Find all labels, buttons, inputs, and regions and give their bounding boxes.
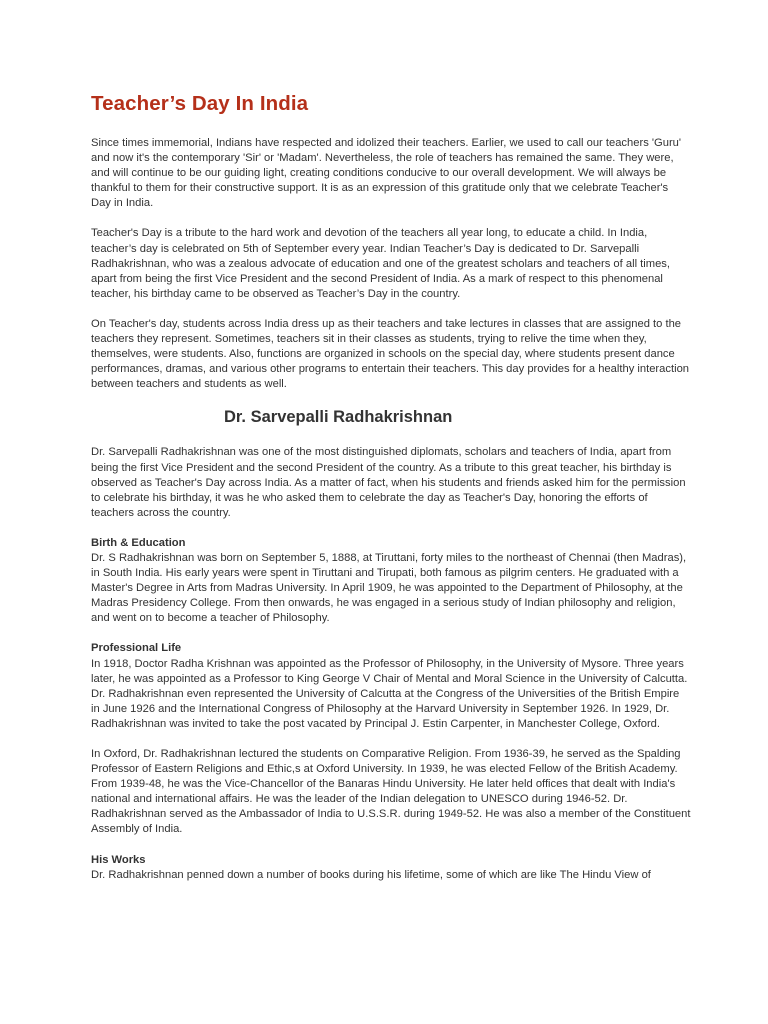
oxford-paragraph: In Oxford, Dr. Radhakrishnan lectured the students on Comparative Religion. From 1936-39, he served as the Spalding Professor of Eastern Religions and Ethic,s at Oxford University. In 1939, he was elected Fellow of the British Academy. From 1939-48, he was the Vice-Chancellor of the Banaras Hindu University. He later held offices that dealt with India's national and international affairs. He was the leader of the Indian delegation to UNESCO during 1946-52. Dr. Radhakrishnan served as the Ambassador of India to U.S.S.R. during 1949-52. He was also a member of the Constituent Assembly of India.: [91, 748, 691, 836]
intro-paragraph: On Teacher's day, students across India dress up as their teachers and take lectures in classes that are assigned to the teachers they represent. Sometimes, teachers sit in their classes as students, trying to relive the time when they, themselves, were students. Also, functions are organized in schools on the special day, where students present dance performances, dramas, and various other programs to entertain their teachers. This day provides for a healthy interaction between teachers and students as well.: [91, 317, 690, 391]
section-title: Dr. Sarvepalli Radhakrishnan: [224, 408, 453, 427]
intro-paragraph: Since times immemorial, Indians have respected and idolized their teachers. Earlier, we used to call our teachers 'Guru' and now it's the contemporary 'Sir' or 'Madam'. Nevertheless, the role of teachers has remained the same. They were, and will continue to be our guiding light, creating conditions conducive to our overall development. We will always be thankful to them for their constructive support. It is as an expression of this gratitude only that we celebrate Teacher's Day in India.: [91, 137, 682, 210]
birth-education-block: [91, 536, 691, 627]
his-works-block: [91, 853, 691, 883]
professional-life-heading: Professional Life: [91, 642, 182, 655]
section-intro-paragraph: Dr. Sarvepalli Radhakrishnan was one of the most distinguished diplomats, scholars and teachers of India, apart from being the first Vice President and the second President of the country. As a tribute to this great teacher, his birthday is observed as Teacher's Day across India. As a matter of fact, when his students and friends asked him for the permission to celebrate his birthday, it was he who asked them to celebrate the day as Teacher's Day, honoring the efforts of teachers across the country.: [91, 446, 686, 519]
his-works-text: Dr. Radhakrishnan penned down a number of books during his lifetime, some of which are like The Hindu View of: [91, 868, 651, 881]
professional-life-text: In 1918, Doctor Radha Krishnan was appointed as the Professor of Philosophy, in the University of Mysore. Three years later, he was appointed as a Professor to King George V Chair of Mental and Moral Science in the University of Calcutta. Dr. Radhakrishnan even represented the University of Calcutta at the Congress of the Universities of the British Empire in June 1926 and the International Congress of Philosophy at the Harvard University in September 1926. In 1929, Dr. Radhakrishnan was invited to take the post vacated by Principal J. Estin Carpenter, in Manchester College, Oxford.: [91, 657, 688, 730]
birth-education-heading: Birth & Education: [91, 536, 186, 549]
intro-paragraph: Teacher's Day is a tribute to the hard work and devotion of the teachers all year long, to educate a child. In India, teacher’s day is celebrated on 5th of September every year. Indian Teacher’s Day is dedicated to Dr. Sarvepalli Radhakrishnan, who was a zealous advocate of education and one of the greatest scholars and teachers of all times, apart from being the first Vice President and the second President of India. As a mark of respect to this phenomenal teacher, his birthday came to be observed as Teacher’s Day in the country.: [91, 227, 670, 300]
document-content: [91, 92, 691, 898]
page-title: Teacher’s Day In India: [91, 92, 309, 115]
professional-life-block: [91, 641, 691, 732]
his-works-heading: His Works: [91, 853, 146, 866]
birth-education-text: Dr. S Radhakrishnan was born on September 5, 1888, at Tiruttani, forty miles to the northeast of Chennai (then Madras), in South India. His early years were spent in Tiruttani and Tirupati, both famous as pilgrim centers. He graduated with a Master's Degree in Arts from Madras University. In April 1909, he was appointed to the Department of Philosophy, at the Madras Presidency College. From then onwards, he was engaged in a serious study of Indian philosophy and religion, and went on to become a teacher of Philosophy.: [91, 551, 687, 625]
